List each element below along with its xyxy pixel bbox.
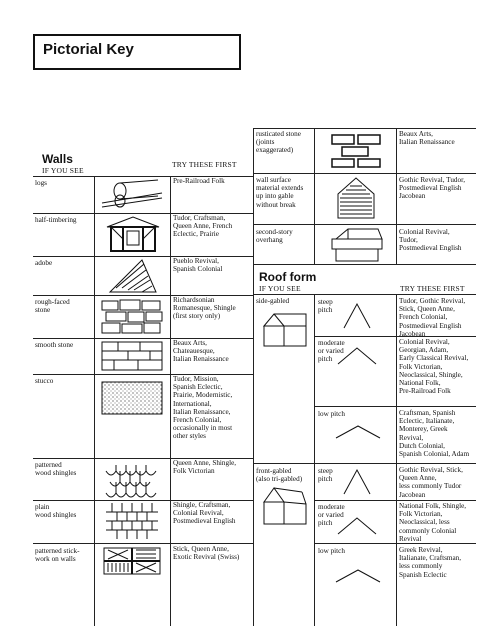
wall-row-label: adobe <box>35 259 53 267</box>
divider <box>170 176 171 626</box>
wall-row-styles: Stick, Queen Anne, Exotic Revival (Swiss) <box>173 545 240 562</box>
divider <box>314 294 315 626</box>
right-row-label: wall surface material extends up into gable without break <box>256 176 304 209</box>
roof-row-styles: National Folk, Shingle, Folk Victorian, Neoclassical, less commonly Colonial Revival <box>399 502 467 543</box>
roof-row-styles: Gothic Revival, Stick, Queen Anne, less commonly Tudor Jacobean <box>399 466 463 499</box>
walls-if-you-see: IF YOU SEE <box>42 166 84 175</box>
low-pitch-icon <box>334 424 382 440</box>
roof-row-styles: Greek Revival, Italianate, Craftsman, less commonly Spanish Eclectic <box>399 546 462 579</box>
walls-heading: Walls <box>42 152 73 166</box>
rusticated-stone-icon <box>330 133 382 169</box>
divider <box>253 294 476 295</box>
roof-try-first: TRY THESE FIRST <box>400 284 465 293</box>
wall-row-label: stucco <box>35 377 54 385</box>
right-row-styles: Beaux Arts, Italian Renaissance <box>399 130 455 147</box>
wall-row-label: smooth stone <box>35 341 74 349</box>
wall-row-label: rough-faced stone <box>35 298 70 315</box>
roof-row-pitch: low pitch <box>318 410 345 418</box>
divider <box>253 128 254 626</box>
roof-row-pitch: moderate or varied pitch <box>318 503 345 528</box>
divider <box>314 406 476 407</box>
plain-shingle-icon <box>104 503 160 539</box>
divider <box>253 224 476 225</box>
stickwork-icon <box>102 546 162 576</box>
wall-row-styles: Pre-Railroad Folk <box>173 177 225 185</box>
half-timber-icon <box>103 215 163 253</box>
roof-group-label: front-gabled (also tri-gabled) <box>256 467 303 484</box>
divider <box>396 294 397 626</box>
right-row-label: rusticated stone (joints exaggerated) <box>256 130 301 155</box>
wall-row-styles: Shingle, Craftsman, Colonial Revival, Postmedieval English <box>173 501 236 526</box>
roof-row-styles: Colonial Revival, Georgian, Adam, Early Classical Revival, Folk Victorian, Neoclassical, Shingle, National Folk, Pre-Railroad Folk <box>399 338 469 396</box>
overhang-house-icon <box>330 227 384 263</box>
wall-row-styles: Queen Anne, Shingle, Folk Victorian <box>173 459 237 476</box>
roof-row-styles: Tudor, Gothic Revival, Stick, Queen Anne, French Colonial, Postmedieval English Jacobean <box>399 297 466 338</box>
roof-row-pitch: low pitch <box>318 547 345 555</box>
rough-stone-icon <box>100 299 164 335</box>
stucco-icon <box>100 380 164 416</box>
wall-row-styles: Pueblo Revival, Spanish Colonial <box>173 257 223 274</box>
wall-row-label: half-timbering <box>35 216 77 224</box>
right-row-styles: Gothic Revival, Tudor, Postmedieval English Jacobean <box>399 176 465 201</box>
low-pitch-icon <box>334 568 382 584</box>
roof-row-pitch: steep pitch <box>318 467 333 484</box>
smooth-stone-icon <box>100 340 164 372</box>
moderate-pitch-icon <box>336 344 378 366</box>
roof-row-pitch: moderate or varied pitch <box>318 339 345 364</box>
wall-row-label: logs <box>35 179 47 187</box>
adobe-wall-icon <box>108 258 158 294</box>
roof-if-you-see: IF YOU SEE <box>259 284 301 293</box>
divider <box>253 264 476 265</box>
divider <box>94 176 95 626</box>
divider <box>396 128 397 264</box>
front-gabled-house-icon <box>262 486 308 526</box>
patterned-shingle-icon <box>102 461 162 497</box>
wall-row-styles: Beaux Arts, Chateauesque, Italian Renaissance <box>173 339 229 364</box>
gable-wall-icon <box>336 176 376 220</box>
right-row-styles: Colonial Revival, Tudor, Postmedieval English <box>399 228 462 253</box>
wall-row-styles: Tudor, Craftsman, Queen Anne, French Eclectic, Prairie <box>173 214 233 239</box>
side-gabled-house-icon <box>262 312 308 348</box>
divider <box>253 173 476 174</box>
roof-group-label: side-gabled <box>256 297 290 305</box>
divider <box>314 543 476 544</box>
divider <box>33 543 253 544</box>
page-title: Pictorial Key <box>43 41 134 58</box>
divider <box>253 463 476 464</box>
roof-row-pitch: steep pitch <box>318 298 333 315</box>
log-wall-icon <box>100 179 164 209</box>
divider <box>253 128 476 129</box>
walls-try-first: TRY THESE FIRST <box>172 160 237 169</box>
right-row-label: second-story overhang <box>256 228 293 245</box>
steep-pitch-icon <box>342 468 372 496</box>
title-box <box>33 34 241 70</box>
divider <box>314 500 476 501</box>
moderate-pitch-icon <box>336 514 378 536</box>
roof-heading: Roof form <box>259 270 317 284</box>
wall-row-label: patterned wood shingles <box>35 461 77 478</box>
wall-row-styles: Richardsonian Romanesque, Shingle (first story only) <box>173 296 236 321</box>
wall-row-label: plain wood shingles <box>35 503 77 520</box>
wall-row-styles: Tudor, Mission, Spanish Eclectic, Prairie, Modernistic, International, Italian Renaissance, French Colonial, occasionally in most other styles <box>173 375 233 441</box>
wall-row-label: patterned stick- work on walls <box>35 547 80 564</box>
steep-pitch-icon <box>342 302 372 330</box>
roof-row-styles: Craftsman, Spanish Eclectic, Italianate, Monterey, Greek Revival, Dutch Colonial, Spanish Colonial, Adam <box>399 409 470 459</box>
